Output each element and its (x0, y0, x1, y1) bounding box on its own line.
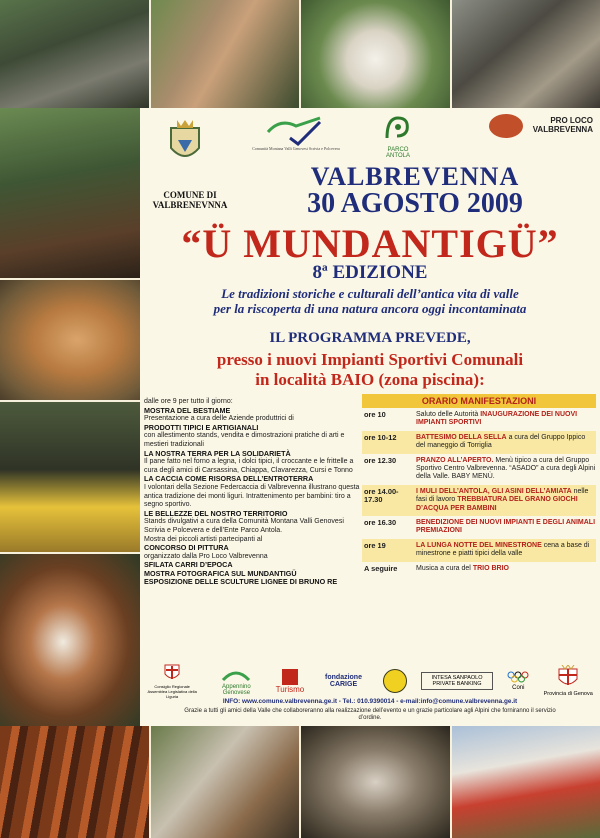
schedule-description (416, 434, 596, 451)
horse-cart-photo (452, 0, 600, 108)
donkey-photo (0, 0, 151, 108)
program-item-heading: CONCORSO DI PITTURA (144, 543, 229, 553)
sponsor-provincia (544, 665, 593, 697)
schedule-line: BATTESIMO DELLA SELLA (416, 433, 507, 441)
program-item-text: Il pane fatto nel forno a legna, i dolci tipici, il croccante e le frittelle a cura degli amici di Carsassina, Chiappa, Clavarezza, Cursi e Tonno (144, 458, 354, 474)
schedule-description (416, 565, 596, 573)
schedule-time: ore 16.30 (364, 518, 397, 528)
schedule-line: LA LUNGA NOTTE DEL MINESTRONE (416, 541, 542, 549)
provincia-crest-icon (557, 665, 579, 689)
festival-crowd-photo (452, 726, 600, 838)
schedule-description (416, 488, 596, 513)
program-item-heading: ESPOSIZIONE DELLE SCULTURE LIGNEE DI BRUNO RE (144, 577, 338, 587)
sponsor-turismo (276, 669, 305, 694)
pro-loco-logo (485, 114, 595, 134)
schedule-line: TREBBIATURA DEL GRANO (457, 496, 551, 504)
goat-photo (301, 0, 452, 108)
schedule-heading: ORARIO MANIFESTAZIONI (362, 394, 596, 408)
schedule-row (362, 408, 596, 431)
child-on-horse-photo (0, 108, 140, 280)
schedule-time: ore 12.30 (364, 455, 397, 465)
schedule-line: PREMIAZIONI (416, 527, 462, 535)
parco-antola-icon (383, 114, 413, 142)
program-item-text: Stands divulgativi a cura della Comunità Montana Valli Genovesi Scrivia e Polcevera e dell’Ente Parco Antola. (144, 518, 344, 534)
program-item-heading: LE BELLEZZE DEL NOSTRO TERRITORIO (144, 508, 288, 518)
schedule-table (362, 394, 596, 576)
schedule-line: cena a base di minestrone e piatti tipici della valle (416, 541, 590, 558)
schedule-line: INAUGURAZIONE DEI NUOVI IMPIANTI SPORTIVI (416, 411, 578, 427)
schedule-line: a cura del Gruppo Ippico del maneggio di Torriglia (416, 433, 586, 450)
schedule-line: Saluto delle Autorità (416, 411, 479, 418)
schedule-time: A seguire (364, 563, 398, 573)
schedule-rows (362, 408, 596, 576)
program-item-text: Presentazione a cura delle Aziende produttrici di (144, 415, 294, 423)
sponsor-carige (319, 674, 369, 688)
top-photo-strip (0, 0, 600, 108)
child-with-ox-photo (151, 726, 302, 838)
bottom-photo-strip (0, 726, 600, 838)
schedule-time: ore 10 (364, 410, 386, 419)
program-item-heading: PRODOTTI TIPICI E ARTIGIANALI (144, 422, 259, 432)
subtitle (146, 286, 594, 316)
horse-head-photo (0, 554, 140, 730)
comunita-montana-caption: Comunità Montana Valli Genovesi Scrivia e Polcevera (252, 146, 340, 151)
schedule-row (362, 539, 596, 562)
schedule-row (362, 516, 596, 539)
donkey-face-photo (301, 726, 452, 838)
sponsor-regione (147, 664, 197, 699)
schedule-line: Musica a cura del (416, 564, 471, 572)
schedule-row (362, 485, 596, 516)
info-bar: INFO: www.comune.valbrevenna.ge.it - Tel.: 010.9390014 - e-mail:info@comune.valbrevenna.ge.it (222, 698, 518, 705)
schedule-time: ore 14.00-17.30 (364, 486, 399, 505)
comune-crest-icon (165, 118, 205, 166)
schedule-line: Menù tipico a cura del Gruppo Sportivo Centro Valbrevenna. “ASADO” a cura degli Alpini della Valle. BABY MENÙ. (416, 456, 596, 481)
parco-antola-logo (378, 114, 418, 159)
schedule-row (362, 454, 596, 485)
hunters-photo (151, 0, 302, 108)
left-photo-column (0, 108, 140, 730)
turismo-label: Turismo (275, 684, 305, 694)
schedule-row (362, 431, 596, 454)
turismo-badge-icon (282, 669, 298, 685)
subtitle-line-1: Le tradizioni storiche e culturali dell’antica vita di valle (221, 286, 519, 301)
polenta-photo (0, 402, 140, 554)
schedule-description (416, 542, 596, 559)
yellow-circle-logo-icon (383, 669, 407, 693)
regione-liguria-icon (164, 664, 180, 682)
schedule-time: ore 10-12 (364, 432, 397, 442)
main-panel (140, 108, 600, 726)
program-item-text: dalle ore 9 per tutto il giorno: (144, 398, 233, 405)
program-item-heading: LA NOSTRA TERRA PER LA SOLIDARIETÀ (144, 448, 291, 458)
program-item-text: Mostra dei piccoli artisti partecipanti al (144, 535, 263, 543)
edition-label: 8ª EDIZIONE (312, 262, 428, 283)
appennino-label: Appennino Genovese (222, 684, 251, 696)
schedule-line: PRANZO ALL’APERTO. (416, 456, 494, 464)
calf-photo (0, 280, 140, 402)
program-item-text: I volontari della Sezione Federcaccia di Valbrevenna illustrano questa antica tradizione dei monti liguri. Intrattenimento per bambini: tiro a segno sportivo. (144, 483, 360, 509)
schedule-row (362, 562, 596, 576)
sponsor-cacciatori (383, 669, 407, 693)
logo-row (140, 108, 600, 168)
schedule-line: nelle fasi di lavoro (416, 487, 589, 504)
program-item-heading: MOSTRA DEL BESTIAME (144, 405, 231, 415)
venue-line-1: presso i nuovi Impianti Sportivi Comunali (216, 350, 524, 369)
thanks-text: Grazie a tutti gli amici della Valle che collaboreranno alla realizzazione dell’evento e un grazie particolare agli Alpini che forniranno il servizio d’ordine. (184, 708, 556, 721)
schedule-line: BENEDIZIONE DEI NUOVI IMPIANTI E DEGLI ANIMALI (416, 519, 596, 527)
date-title: 30 AGOSTO 2009 (307, 188, 523, 219)
schedule-time: ore 19 (364, 540, 386, 550)
program-heading: IL PROGRAMMA PREVEDE, (269, 330, 471, 346)
venue-line-2: in località BAIO (zona piscina): (255, 370, 485, 389)
comune-label: COMUNE DI VALBRENEVNNA (152, 190, 228, 210)
carige-label: fondazione CARIGE (325, 674, 362, 688)
schedule-line: GIOCHI D’ACQUA PER BAMBINI (416, 496, 578, 512)
schedule-line: I MULI DELL’ANTOLA, GLI ASINI DELL’AMIATA (416, 487, 572, 495)
provincia-label: Provincia di Genova (543, 691, 593, 697)
program-item-heading: LA CACCIA COME RISORSA DELL’ENTROTERRA (144, 474, 314, 484)
pro-loco-label: PRO LOCO VALBREVENNA (532, 116, 593, 134)
coni-label: Coni (512, 685, 525, 691)
comunita-montana-logo-icon (250, 116, 340, 148)
sponsor-coni (507, 671, 529, 691)
program-item-heading: SFILATA CARRI D’EPOCA (144, 560, 233, 570)
roasting-spit-photo (0, 726, 151, 838)
regione-label: Consiglio Regionale Assemblea Legislativa della Liguria (147, 683, 197, 699)
appennino-logo-icon (221, 666, 251, 682)
program-list (144, 398, 360, 587)
subtitle-line-2: per la riscoperta di una natura ancora oggi incontaminata (213, 301, 527, 316)
schedule-line: TRIO BRIO (472, 564, 509, 572)
pro-loco-badge-icon (489, 114, 523, 138)
program-item-text: organizzato dalla Pro Loco Valbrevenna (144, 552, 268, 560)
schedule-description (416, 519, 596, 536)
venue-text (140, 350, 600, 390)
place-title: VALBREVENNA (310, 162, 520, 191)
schedule-description (416, 457, 596, 482)
parco-antola-label: PARCO ANTOLA (386, 147, 410, 159)
sponsor-appennino (211, 666, 261, 696)
olympic-rings-icon (507, 671, 529, 683)
schedule-description (416, 411, 596, 428)
program-item-heading: MOSTRA FOTOGRAFICA SUL MUNDANTIGÜ (144, 568, 297, 578)
sponsor-intesa (421, 672, 493, 690)
event-title: “Ü MUNDANTIGÜ” (181, 221, 559, 266)
program-item-text: con allestimento stands, vendita e dimostrazioni pratiche di arti e mestieri tradizionali (144, 432, 345, 448)
intesa-label: INTESA SANPAOLO PRIVATE BANKING (421, 672, 493, 690)
